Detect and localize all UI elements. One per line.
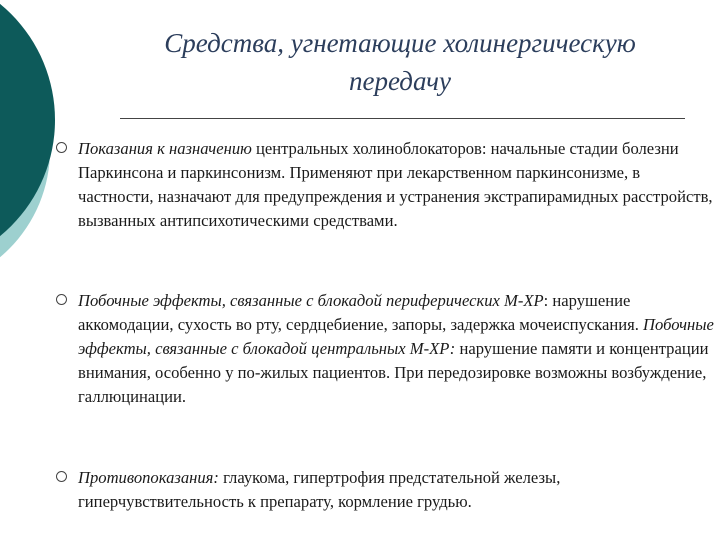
title-line-2: передачу [349,66,451,96]
bullet-text [78,466,718,514]
bullet-marker [56,471,67,482]
bullet-lead: Побочные эффекты, связанные с блокадой периферических М-ХР [78,291,544,310]
bullet-text [78,137,718,233]
bullet-text [78,289,718,409]
bullet-body: глаукома, гипертрофия предстательной железы, гиперчувствительность к препарату, кормление грудью. [78,468,561,511]
bullet-mid-italic: Побочные эффекты, связанные с блокадой центральных М-ХР: [78,315,714,358]
title-line-1: Средства, угнетающие холинергическую [164,28,636,58]
slide-title [100,24,700,100]
bullet-lead: Противопоказания: [78,468,219,487]
title-divider [120,118,685,119]
bullet-marker [56,294,67,305]
bullet-body-2: нарушение памяти и концентрации внимания, особенно у по-жилых пациентов. При передозировке возможны возбуждение, галлюцинации. [78,339,709,406]
bullet-body: : нарушение аккомодации, сухость во рту, сердцебиение, запоры, задержка мочеиспускания. [78,291,644,334]
bullet-marker [56,142,67,153]
bullet-body: центральных холиноблокаторов: начальные стадии болезни Паркинсона и паркинсонизм. Применяют при лекарственном паркинсонизме, в частности, назначают для предупреждения и устранения экстрапирамидных расстройств, вызванных антипсихотическими средствами. [78,139,713,230]
decorative-circles [0,0,80,300]
bullet-lead: Показания к назначению [78,139,252,158]
